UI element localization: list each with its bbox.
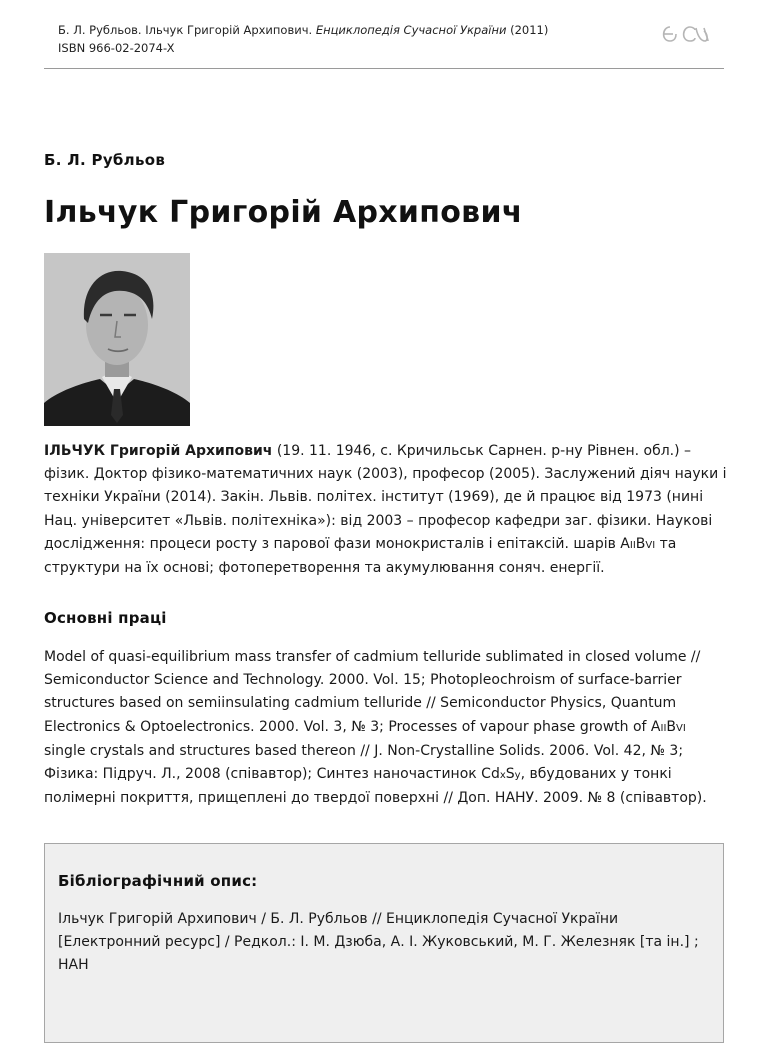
works-paragraph bbox=[44, 646, 728, 810]
bibliography-heading: Бібліографічний опис: bbox=[58, 872, 258, 890]
esu-logo-icon[interactable] bbox=[658, 22, 710, 46]
works-text-1: Model of quasi-equilibrium mass transfer of cadmium telluride sublimated in closed volume // Semiconductor Science and Technology. 2000. Vol. 15; Photopleochroism of surface-barrier structures based on semiinsulating cadmium telluride // Semiconductor Physics, Quantum Electronics & Optoelectronics. 2000. Vol. 3, № 3; Processes of vapour phase growth of A bbox=[44, 649, 701, 735]
works-heading: Основні праці bbox=[44, 609, 167, 627]
works-sub-4: y bbox=[514, 770, 521, 782]
works-text-2: B bbox=[666, 718, 677, 735]
works-text-4: S bbox=[505, 766, 515, 783]
bio-sub-2: VI bbox=[645, 539, 656, 551]
header-citation bbox=[58, 21, 548, 57]
encyclopedia-name: Енциклопедія Сучасної України bbox=[315, 23, 507, 37]
bio-text-1: (19. 11. 1946, с. Кричильськ Сарнен. р-ну Рівнен. обл.) – фізик. Доктор фізико-математичних наук (2003), професор (2005). Заслужений діяч науки і техніки України (2014). Закін. Львів. політех. інститут (1969), де й працює від 1973 (нині Нац. університет «Львів. політехніка»): від 2003 – професор кафедри заг. фізики. Наукові дослідження: процеси росту з парової фази монокристалів і епітаксій. шарів A bbox=[44, 443, 727, 552]
portrait-photo bbox=[44, 253, 190, 426]
biography-paragraph bbox=[44, 440, 728, 580]
bibliography-box bbox=[44, 843, 724, 1043]
bibliography-text[interactable]: Ільчук Григорій Архипович / Б. Л. Рубльов // Енциклопедія Сучасної України [Електронний ресурс] / Редкол.: І. М. Дзюба, А. І. Жуковський, М. Г. Железняк [та ін.] ; НАН bbox=[58, 911, 699, 974]
bio-sub-1: II bbox=[629, 539, 636, 551]
citation-line bbox=[58, 21, 548, 39]
citation-year: (2011) bbox=[506, 23, 549, 37]
isbn: ISBN 966-02-2074-X bbox=[58, 41, 175, 55]
works-sub-3: x bbox=[499, 770, 506, 782]
works-text-3: single crystals and structures based thereon // J. Non-Crystalline Solids. 2006. Vol. 42, № 3; Фізика: Підруч. Л., 2008 (співавтор); Синтез наночастинок Cd bbox=[44, 742, 684, 783]
works-sub-1: II bbox=[660, 722, 667, 734]
page-header bbox=[44, 0, 724, 69]
article-title: Ільчук Григорій Архипович bbox=[44, 195, 523, 230]
article-author: Б. Л. Рубльов bbox=[44, 151, 166, 169]
portrait-illustration bbox=[44, 253, 190, 426]
bio-text-2: B bbox=[635, 535, 646, 552]
bio-text-3: та структури на їх основі; фотоперетворення та акумулювання соняч. енергії. bbox=[44, 535, 677, 577]
works-text-5: , вбудованих у тонкі полімерні покриття, прищеплені до твердої поверхні // Доп. НАНУ. 2009. № 8 (співавтор). bbox=[44, 766, 707, 807]
works-sub-2: VI bbox=[676, 722, 686, 734]
bio-name: ІЛЬЧУК Григорій Архипович bbox=[44, 443, 273, 459]
citation-prefix: Б. Л. Рубльов. Ільчук Григорій Архипович. bbox=[58, 23, 316, 37]
